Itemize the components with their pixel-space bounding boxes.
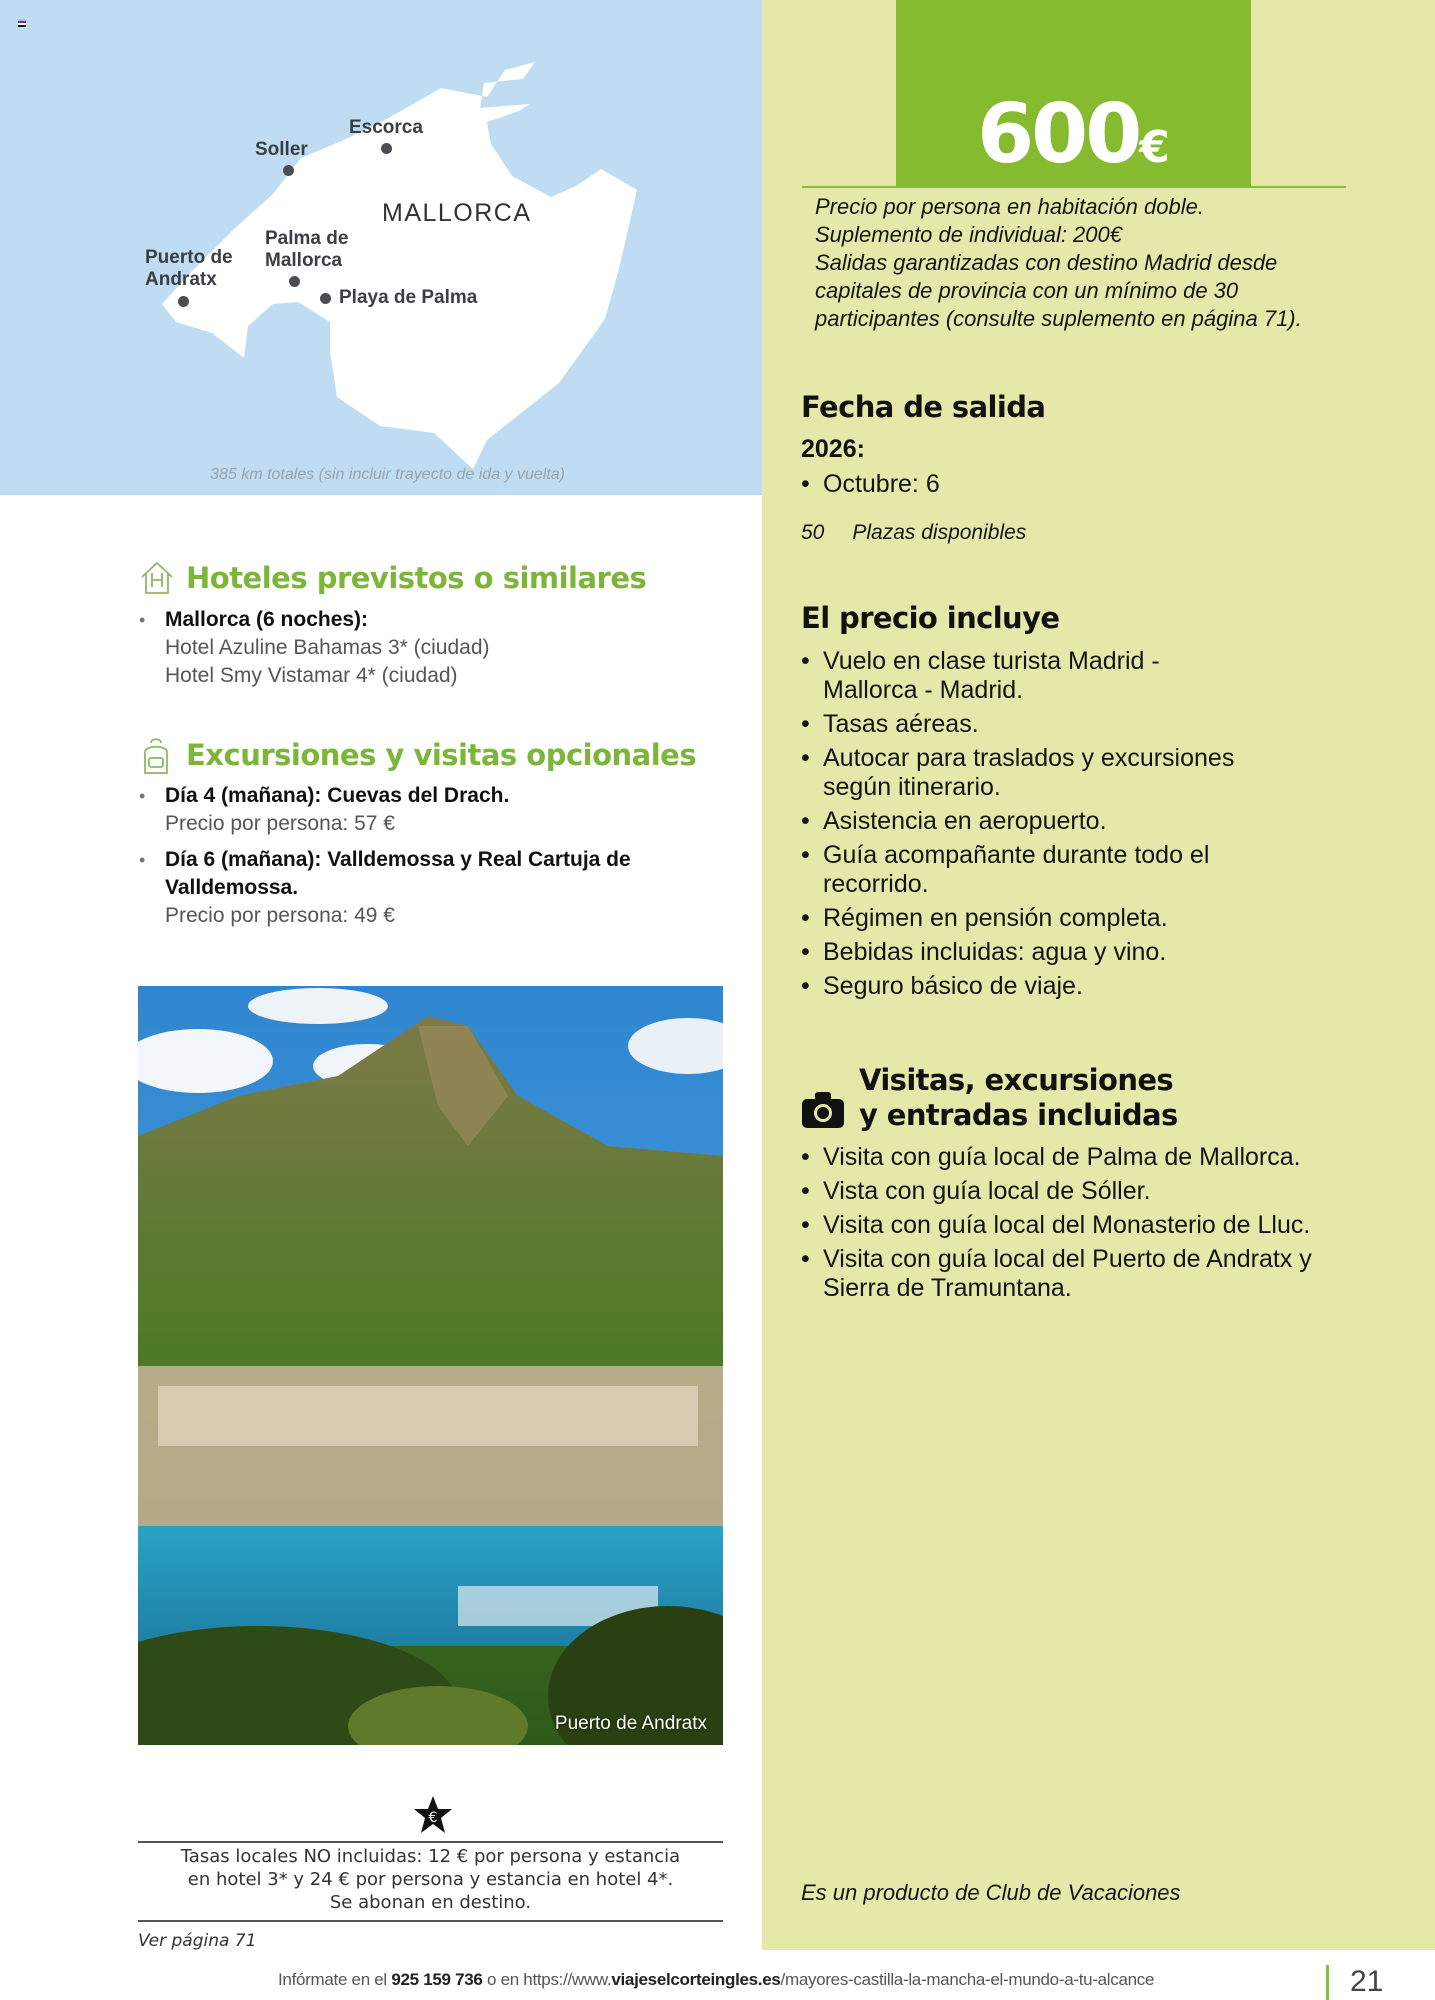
footer-prefix: Infórmate en el xyxy=(278,1970,392,1989)
seats-label: Plazas disponibles xyxy=(852,521,1027,544)
backpack-icon xyxy=(141,736,171,781)
departure-dates xyxy=(801,470,1301,504)
city-label-line: Mallorca xyxy=(265,250,343,271)
euro-star-icon xyxy=(413,1795,453,1840)
visits-heading-line: Visitas, excursiones xyxy=(859,1063,1174,1097)
departure-heading: Fecha de salida xyxy=(801,390,1046,424)
price-note: Suplemento de individual: 200€ xyxy=(815,222,1123,247)
tax-line: Se abonan en destino. xyxy=(329,1892,532,1913)
city-label-line: Puerto de xyxy=(145,247,233,268)
price-note: capitales de provincia con un mínimo de 30 xyxy=(815,278,1239,303)
optional-item-price: Precio por persona: 57 € xyxy=(165,812,395,835)
optional-item-title: • Día 4 (mañana): Cuevas del Drach. xyxy=(165,784,510,807)
city-marker xyxy=(381,143,392,154)
price-notes xyxy=(815,193,1335,333)
optional-list xyxy=(139,782,699,938)
includes-item: • Asistencia en aeropuerto. xyxy=(801,807,1241,836)
price-currency: € xyxy=(1139,122,1170,173)
see-page-link[interactable]: Ver página 71 xyxy=(138,1931,257,1951)
destination-photo xyxy=(138,986,723,1745)
tax-line: Tasas locales NO incluidas: 12 € por persona y estancia xyxy=(180,1846,681,1867)
optional-item-price: Precio por persona: 49 € xyxy=(165,904,395,927)
includes-item: • Seguro básico de viaje. xyxy=(801,972,1241,1001)
city-label-playa-de-palma: Playa de Palma xyxy=(339,287,478,308)
optional-item xyxy=(139,782,699,838)
hotel-name: Hotel Azuline Bahamas 3* (ciudad) xyxy=(165,636,490,659)
svg-text:€: € xyxy=(428,1810,438,1826)
city-label-line: Palma de xyxy=(265,228,349,249)
club-note: Es un producto de Club de Vacaciones xyxy=(801,1880,1181,1905)
includes-item: • Bebidas incluidas: agua y vino. xyxy=(801,938,1241,967)
visits-item: • Visita con guía local del Monasterio de Lluc. xyxy=(801,1211,1361,1240)
price-note: Salidas garantizadas con destino Madrid desde xyxy=(815,250,1278,275)
footer-contact xyxy=(278,1970,1154,1990)
visits-item: • Vista con guía local de Sóller. xyxy=(801,1177,1361,1206)
optional-item xyxy=(139,846,699,930)
city-label-soller: Soller xyxy=(255,139,308,160)
camera-icon xyxy=(802,1092,844,1133)
hotel-icon xyxy=(139,560,175,601)
hotels-list xyxy=(139,606,699,698)
visits-item: • Visita con guía local del Puerto de Andratx y Sierra de Tramuntana. xyxy=(801,1245,1361,1303)
page-number: 21 xyxy=(1350,1965,1384,1998)
includes-item: • Régimen en pensión completa. xyxy=(801,904,1241,933)
city-label-escorca: Escorca xyxy=(349,117,423,138)
seats-count: 50 xyxy=(801,521,825,544)
footer-middle: o en https://www. xyxy=(482,1970,612,1989)
divider xyxy=(1326,1965,1329,2000)
includes-item: • Tasas aéreas. xyxy=(801,710,1241,739)
hotel-name: Hotel Smy Vistamar 4* (ciudad) xyxy=(165,664,458,687)
divider xyxy=(802,186,1346,188)
distance-note: 385 km totales (sin incluir trayecto de ida y vuelta) xyxy=(210,466,565,483)
city-marker xyxy=(283,165,294,176)
departure-year: 2026: xyxy=(801,435,865,463)
city-label-andratx xyxy=(145,247,233,291)
footer-path-link[interactable]: /mayores-castilla-la-mancha-el-mundo-a-tu-alcance xyxy=(780,1970,1155,1989)
city-label-palma xyxy=(265,228,348,272)
price-note: Precio por persona en habitación doble. xyxy=(815,194,1204,219)
visits-heading-line: y entradas incluidas xyxy=(859,1098,1178,1132)
hotels-item-title: • Mallorca (6 noches): xyxy=(165,608,369,631)
footer-domain-link[interactable]: viajeselcorteingles.es xyxy=(611,1970,781,1989)
includes-item: • Guía acompañante durante todo el recorrido. xyxy=(801,841,1241,899)
includes-list xyxy=(801,647,1241,1006)
includes-item: • Vuelo en clase turista Madrid - Mallorca - Madrid. xyxy=(801,647,1241,705)
tax-line: en hotel 3* y 24 € por persona y estancia en hotel 4*. xyxy=(187,1869,674,1890)
island-shape xyxy=(0,0,762,495)
price-amount: 600 xyxy=(977,87,1140,182)
city-label-line: Andratx xyxy=(145,269,217,290)
city-marker xyxy=(289,276,300,287)
visits-heading xyxy=(859,1063,1178,1133)
visits-list xyxy=(801,1143,1361,1308)
hotels-item xyxy=(139,606,699,690)
visits-item: • Visita con guía local de Palma de Mallorca. xyxy=(801,1143,1361,1172)
footer-phone[interactable]: 925 159 736 xyxy=(391,1970,483,1989)
city-marker xyxy=(320,293,331,304)
route-map xyxy=(0,0,762,495)
includes-item: • Autocar para traslados y excursiones según itinerario. xyxy=(801,744,1241,802)
divider xyxy=(138,1920,723,1922)
hotels-heading: Hoteles previstos o similares xyxy=(186,561,647,595)
tax-notice xyxy=(138,1845,723,1914)
divider xyxy=(138,1841,723,1843)
photo-caption: Puerto de Andratx xyxy=(554,1713,707,1734)
includes-heading: El precio incluye xyxy=(801,601,1060,635)
optional-heading: Excursiones y visitas opcionales xyxy=(186,738,697,772)
seats-available xyxy=(801,521,1026,545)
price-value xyxy=(896,87,1251,193)
price-note: participantes (consulte suplemento en página 71). xyxy=(815,306,1302,331)
city-marker xyxy=(178,296,189,307)
region-label: MALLORCA xyxy=(382,199,532,227)
departure-date: • Octubre: 6 xyxy=(801,470,1301,499)
optional-item-title: • Día 6 (mañana): Valldemossa y Real Cartuja de Valldemossa. xyxy=(165,848,631,899)
